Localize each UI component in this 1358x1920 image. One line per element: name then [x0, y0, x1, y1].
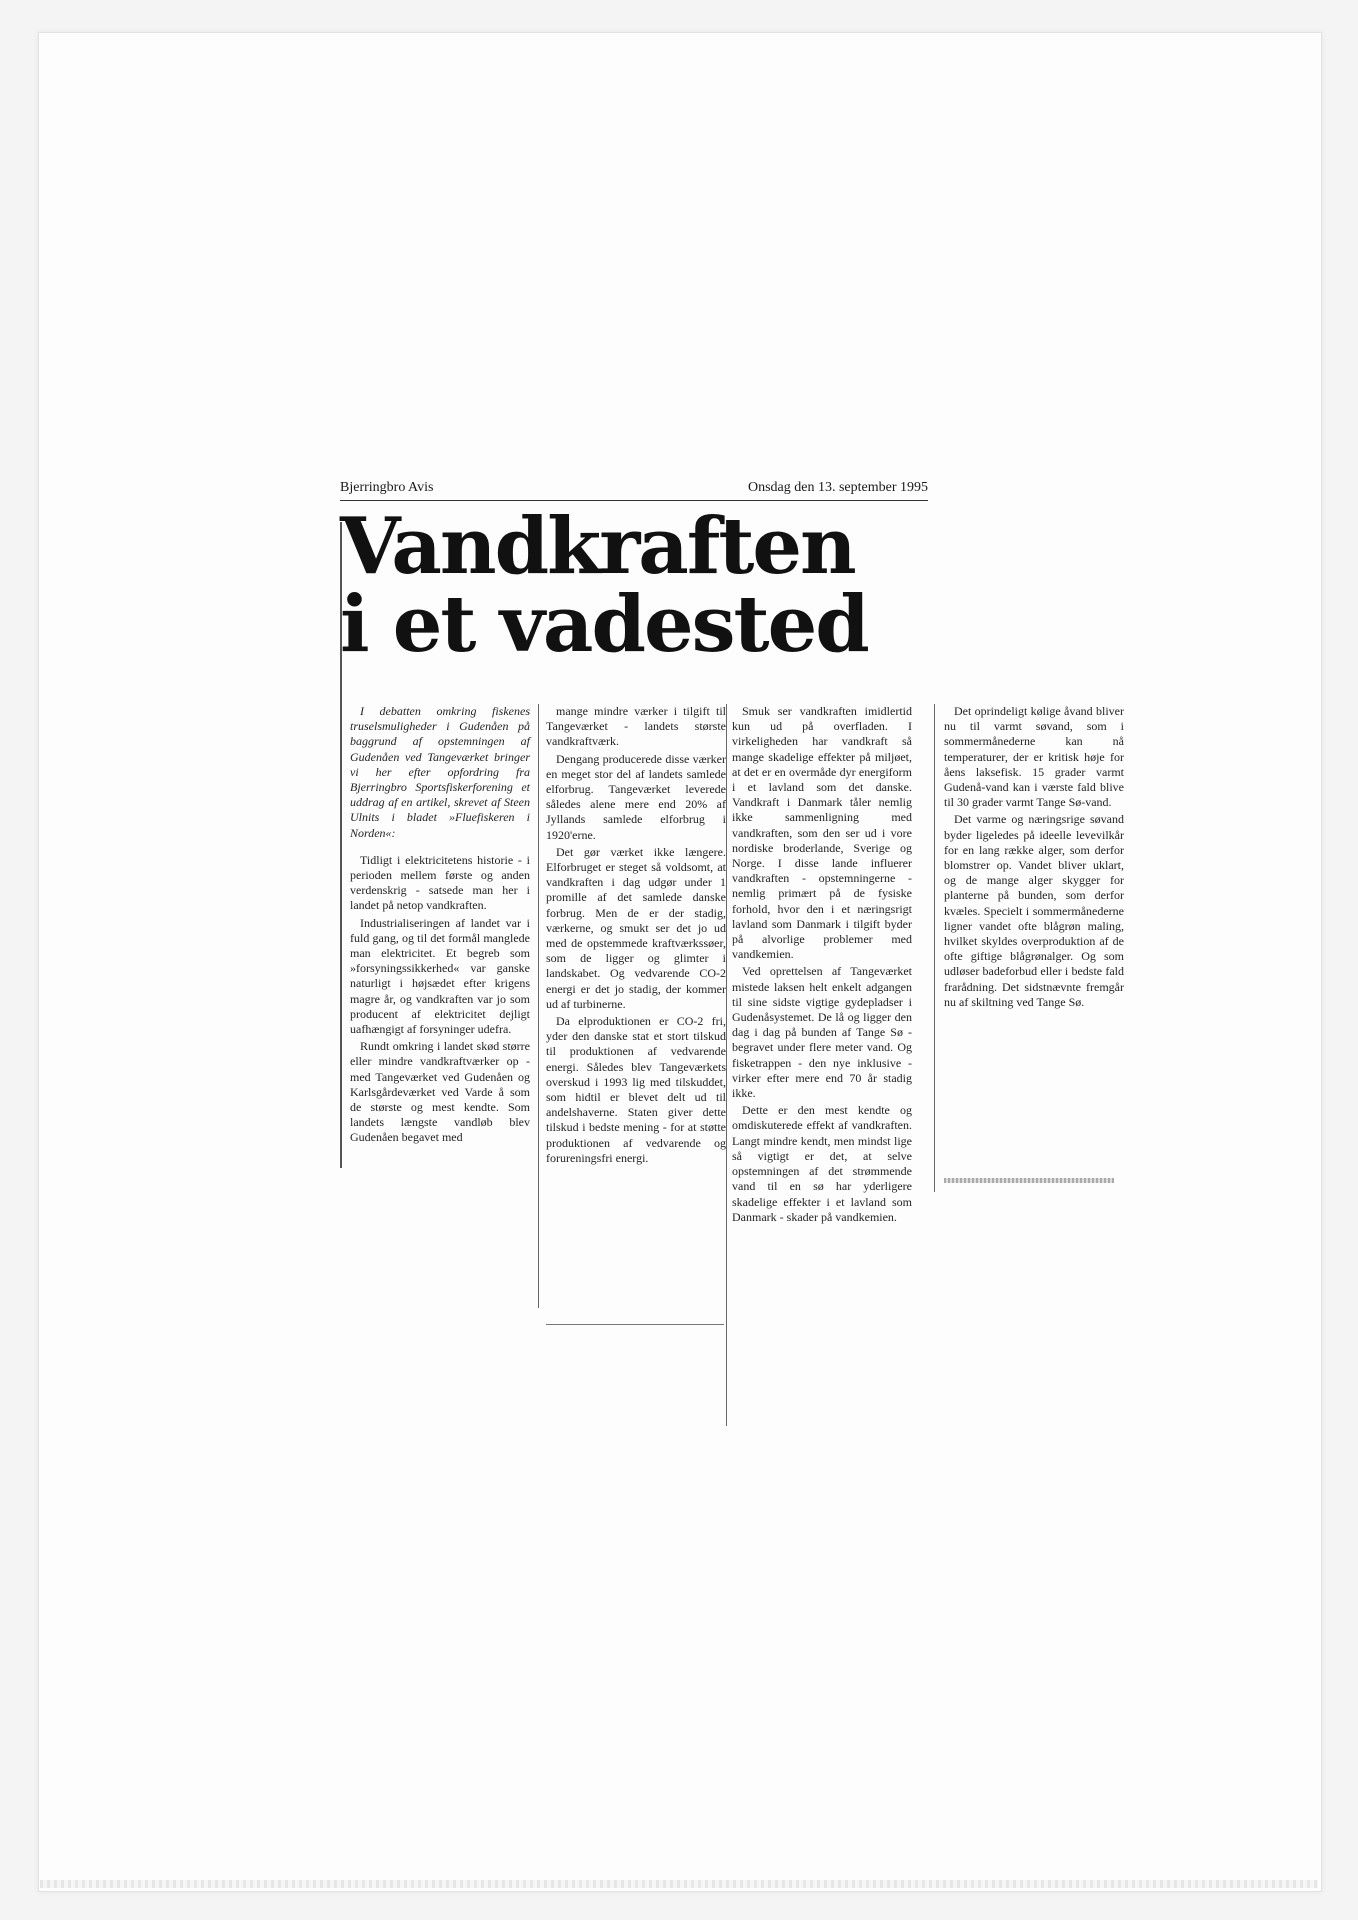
article-paragraph: Smuk ser vandkraften imidlertid kun ud på overfladen. I virkeligheden har vandkraft så mange skadelige effekter på miljøet, at det er en overmåde dyr energiform i et lavland som det danske. Vandkraft i Danmark tåler nemlig ikke sammenligning med vandkraften, som den ser ud i vore nordiske broderlande, Sverige og Norge. I disse lande influerer vandkraften - opstemningerne - nemlig primært på de fysiske forhold, hvor den i et næringsrigt lavland som Danmark i tilgift byder på alvorlige problemer med vandkemien. [732, 704, 912, 962]
sheet-edge [40, 1880, 1318, 1888]
column-divider [726, 704, 727, 1426]
article-intro: I debatten omkring fiskenes truselsmuligheder i Gudenåen på baggrund af opstemningen af Gudenåen ved Tangeværket bringer vi her efter opfordring fra Bjerringbro Sportsfiskerforening et uddrag af en artikel, skrevet af Steen Ulnits i bladet »Fluefiskeren i Norden«: [350, 704, 530, 840]
article-column-4 [944, 704, 1124, 1012]
article-column-1 [350, 704, 530, 1148]
article-paragraph: Dette er den mest kendte og omdiskuterede effekt af vandkraften. Langt mindre kendt, men mindst lige så vigtigt er det, at selve opstemningen af det strømmende vand til en sø har yderligere skadelige effekter i et lavland som Danmark - skader på vandkemien. [732, 1103, 912, 1224]
column-divider [934, 704, 935, 1192]
newspaper-name: Bjerringbro Avis [340, 480, 434, 495]
article-paragraph: Rundt omkring i landet skød større eller mindre vandkraftværker op - med Tangeværket ved Gudenåen og Karlsgårdeværket ved Varde å som de største og mest kendte. Som landets længste vandløb blev Gudenåen begavet med [350, 1039, 530, 1145]
article-paragraph: Industrialiseringen af landet var i fuld gang, og til det formål manglede man elektricitet. Et begreb som »forsyningssikkerhed« var ganske naturligt i højsædet efter krigens magre år, og vandkraften var jo som producent af elektricitet dejligt uafhængigt af forsyninger udefra. [350, 915, 530, 1037]
masthead [340, 478, 928, 501]
headline [340, 501, 940, 670]
newspaper-clipping [340, 478, 940, 1438]
article-paragraph: Dengang producerede disse værker en meget stor del af landets samlede elforbrug. Tangeværket leverede således alene mere end 20% af Jyllands samlede elforbrug i 1920'erne. [546, 751, 726, 842]
article-paragraph: mange mindre værker i tilgift til Tangeværket - landets største vandkraftværk. [546, 704, 726, 749]
article-column-3 [732, 704, 912, 1227]
article-paragraph: Da elproduktionen er CO-2 fri, yder den danske stat et stort tilskud til produktionen af vedvarende energi. Således blev Tangeværkets overskud i 1993 lig med tilskuddet, som hidtil er blevet delt ud til andelshaverne. Staten giver dette tilskud i bedste mening - for at støtte produktionen af vedvarende og forureningsfri energi. [546, 1014, 726, 1165]
article-paragraph: Det varme og næringsrige søvand byder ligeledes på ideelle levevilkår for en lang række alger, som derfor blomstrer op. Vandet bliver uklart, og de mange alger skygger for planterne på bunden, som derfor kvæles. Specielt i sommermånederne ligner vandet ofte blågrøn maling, hvilket skyldes overproduktion af de ofte giftige blågrønalger. Og som udløser badeforbud eller i bedste fald frarådning. Det sidstnævnte fremgår nu af skiltning ved Tange Sø. [944, 812, 1124, 1009]
article-paragraph: Tidligt i elektricitetens historie - i perioden mellem første og anden verdenskrig - satsede man her i landet på netop vandkraften. [350, 852, 530, 913]
article-paragraph: Det gør værket ikke længere. Elforbruget er steget så voldsomt, at vandkraften i dag udgør under 1 promille af det samlede danske forbrug. Men de er der stadig, værkerne, og smukt ser det jo ud med de opstemmede kraftværkssøer, som de ligger og glimter i landskabet. Og vedvarende CO-2 energi er det jo stadig, der kommer ud af turbinerne. [546, 844, 726, 1011]
publication-date: Onsdag den 13. september 1995 [747, 480, 928, 495]
article-end-bar [944, 1178, 1114, 1183]
article-column-2 [546, 704, 726, 1168]
headline-line-2: i et vadested [340, 579, 868, 670]
column-divider [538, 704, 539, 1308]
column-end-rule [546, 1324, 724, 1325]
article-paragraph: Ved oprettelsen af Tangeværket mistede laksen helt enkelt adgangen til sine sidste vigtige gydepladser i Gudenåsystemet. De lå og ligger den dag i dag på bunden af Tange Sø - begravet under flere meter vand. Og fisketrappen - den nye inklusive - virker efter mere end 70 år stadig ikke. [732, 964, 912, 1101]
article-paragraph: Det oprindeligt kølige åvand bliver nu til varmt søvand, som i sommermånederne kan nå temperaturer, der er kritisk høje for åens laksefisk. 15 grader varmt Gudenå-vand kan i værste fald blive til 30 grader varmt Tange Sø-vand. [944, 704, 1124, 810]
headline-line-1: Vandkraften [340, 501, 855, 592]
